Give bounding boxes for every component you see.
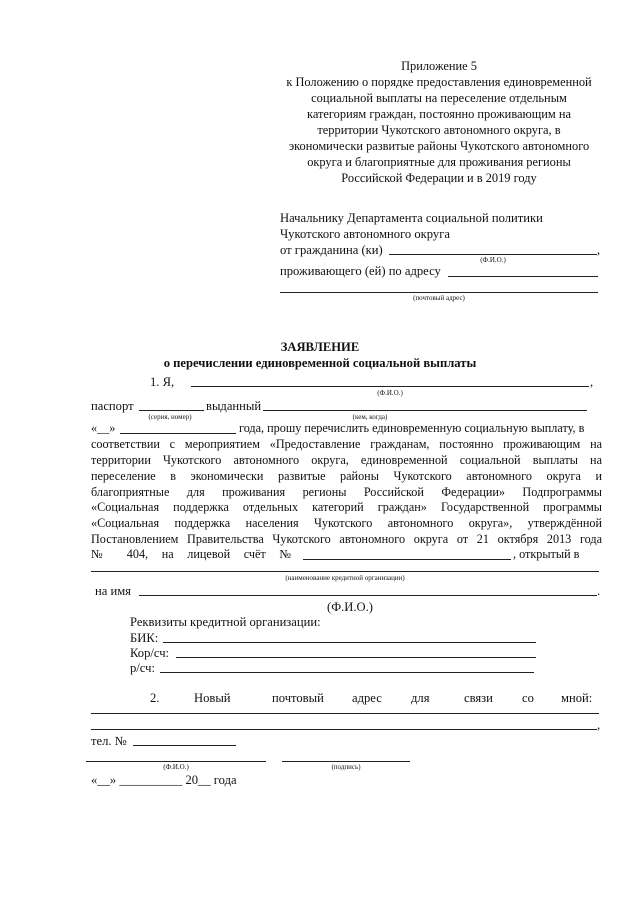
rs-field[interactable]: [160, 672, 534, 673]
issuer-hint: (кем, когда): [352, 413, 388, 421]
annex-line: экономически развитые районы Чукотского автономного: [288, 139, 590, 153]
bik-field[interactable]: [163, 642, 536, 643]
paragraph-line-8: Постановлением Правительства Чукотского автономного округа от 21 октября 2013 года: [91, 532, 602, 546]
item2-word: адрес: [352, 691, 382, 705]
name-label: на имя: [95, 584, 131, 598]
passport-issuer-field[interactable]: [263, 410, 587, 411]
item2-word: почтовый: [272, 691, 324, 705]
annex-header: [284, 58, 594, 186]
fio-hint: (Ф.И.О.): [377, 389, 403, 397]
signature-date: «__» __________ 20__ года: [91, 773, 237, 787]
paragraph-line-6: «Социальная поддержка отдельных категорий граждан» Государственной программы: [91, 500, 602, 514]
date-field[interactable]: [120, 433, 236, 434]
signature-fio-hint: (Ф.И.О.): [163, 763, 189, 771]
bank-name-field[interactable]: [91, 571, 599, 572]
fio-big-hint: (Ф.И.О.): [327, 600, 373, 614]
bik-label: БИК:: [130, 631, 159, 645]
address-field-1[interactable]: [448, 276, 598, 277]
series-hint: (серия, номер): [148, 413, 192, 421]
item1-label: 1. Я,: [150, 375, 175, 389]
passport-number-field[interactable]: [139, 410, 204, 411]
requisites-label: Реквизиты кредитной организации:: [130, 615, 321, 629]
new-address-field-1[interactable]: [91, 713, 599, 714]
item2-word: со: [522, 691, 534, 705]
paragraph-line-9-start: № 404, на лицевой счёт №: [91, 547, 291, 561]
annex-line: Приложение 5: [401, 59, 477, 73]
paragraph-line-3: территории Чукотского автономного округа, единовременной социальной выплаты на: [91, 453, 602, 467]
paragraph-line-2: соответствии с мероприятием «Предоставление гражданам, постоянно проживающим на: [91, 437, 602, 451]
date-open: «__»: [91, 421, 116, 435]
name-period: .: [597, 584, 601, 598]
annex-line: округа и благоприятные для проживания регионы: [307, 155, 571, 169]
annex-line: категориям граждан, постоянно проживающим на: [306, 107, 571, 121]
address-comma: ,: [597, 718, 601, 732]
rs-label: р/сч:: [130, 661, 155, 675]
item2-word: связи: [464, 691, 493, 705]
residing-label: проживающего (ей) по адресу: [280, 264, 441, 278]
issued-label: выданный: [206, 399, 262, 413]
bank-hint: (наименование кредитной организации): [285, 574, 405, 582]
paragraph-line-7: «Социальная поддержка населения Чукотского автономного округа», утверждённой: [91, 516, 602, 530]
paragraph-line-4: переселение в экономически развитые районы Чукотского автономного округа и: [91, 469, 602, 483]
annex-line: к Положению о порядке предоставления единовременной: [286, 75, 592, 89]
signature-hint: (подпись): [331, 763, 361, 771]
paragraph-line-1: года, прошу перечислить единовременную социальную выплату, в: [239, 421, 585, 435]
account-holder-field[interactable]: [139, 595, 597, 596]
addressee-line-2: Чукотского автономного округа: [280, 227, 450, 241]
account-number-field[interactable]: [303, 559, 511, 560]
kor-label: Кор/сч:: [130, 646, 170, 660]
signature-name-field[interactable]: [86, 761, 266, 762]
from-label: от гражданина (ки): [280, 243, 383, 257]
passport-label: паспорт: [91, 399, 134, 413]
item2-word: Новый: [194, 691, 231, 705]
address-field-2[interactable]: [280, 292, 598, 293]
item2-word: 2.: [150, 691, 160, 705]
signature-field[interactable]: [282, 761, 410, 762]
annex-line: Российской Федерации и в 2019 году: [341, 171, 537, 185]
addressee-line-1: Начальнику Департамента социальной политики: [280, 211, 543, 225]
from-comma: ,: [597, 243, 601, 257]
tel-label: тел. №: [91, 734, 127, 748]
kor-field[interactable]: [176, 657, 536, 658]
paragraph-line-9-end: , открытый в: [513, 547, 580, 561]
annex-line: территории Чукотского автономного округа, в: [317, 123, 561, 137]
tel-field[interactable]: [133, 745, 236, 746]
from-name-field[interactable]: [389, 254, 597, 255]
item1-comma: ,: [590, 375, 594, 389]
document-subtitle: о перечислении единовременной социальной выплаты: [163, 356, 477, 370]
document-title: ЗАЯВЛЕНИЕ: [280, 340, 360, 354]
annex-line: социальной выплаты на переселение отдельным: [311, 91, 567, 105]
paragraph-line-5: благоприятные для проживания регионы Российской Федерации» Подпрограммы: [91, 485, 602, 499]
new-address-field-2[interactable]: [91, 729, 597, 730]
applicant-name-field[interactable]: [191, 386, 589, 387]
fio-hint: (Ф.И.О.): [480, 256, 506, 264]
item2-word: мной:: [561, 691, 593, 705]
postal-hint: (почтовый адрес): [413, 294, 465, 302]
item2-word: для: [411, 691, 430, 705]
